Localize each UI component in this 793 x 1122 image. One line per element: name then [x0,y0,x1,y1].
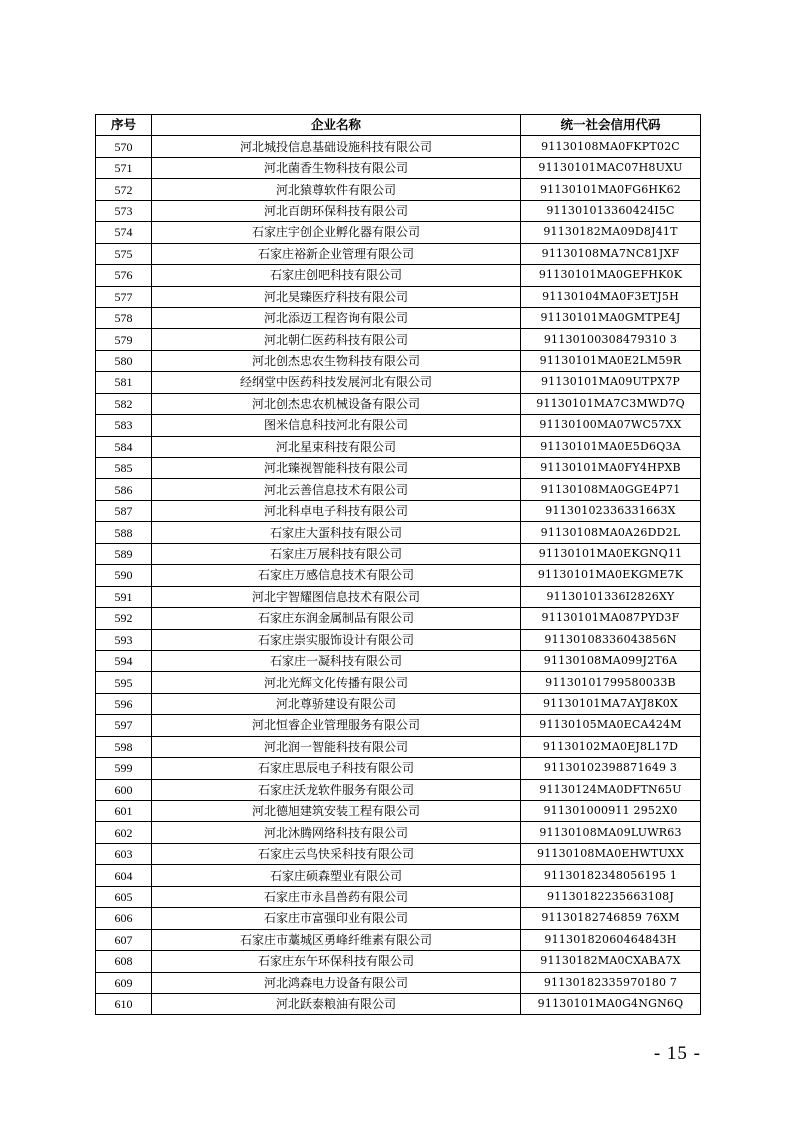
cell-seq: 571 [96,157,152,178]
cell-seq: 579 [96,329,152,350]
cell-credit-code: 91130101MA0EKGNQ11 [521,543,701,564]
cell-credit-code: 911301000911 2952X0 [521,801,701,822]
cell-company-name: 河北科卓电子科技有限公司 [152,500,521,521]
cell-credit-code: 91130101MA0GMTPE4J [521,307,701,328]
cell-credit-code: 91130182348056195 1 [521,865,701,886]
cell-credit-code: 91130104MA0F3ETJ5H [521,286,701,307]
cell-seq: 608 [96,951,152,972]
cell-seq: 587 [96,500,152,521]
cell-company-name: 河北鸿森电力设备有限公司 [152,972,521,993]
cell-company-name: 河北昊臻医疗科技有限公司 [152,286,521,307]
table-row [96,522,701,543]
cell-company-name: 河北创杰忠农机械设备有限公司 [152,393,521,414]
header-name: 企业名称 [152,115,521,136]
cell-company-name: 石家庄一凝科技有限公司 [152,650,521,671]
cell-company-name: 石家庄宇创企业孵化器有限公司 [152,222,521,243]
cell-credit-code: 91130101336I2826XY [521,586,701,607]
cell-credit-code: 91130182MA0CXABA7X [521,951,701,972]
cell-credit-code: 91130101MA0E2LM59R [521,350,701,371]
table-row [96,929,701,950]
cell-seq: 583 [96,415,152,436]
cell-credit-code: 91130182060464843H [521,929,701,950]
cell-company-name: 石家庄东润金属制品有限公司 [152,608,521,629]
cell-credit-code: 91130108MA0A26DD2L [521,522,701,543]
cell-company-name: 石家庄万感信息技术有限公司 [152,565,521,586]
cell-seq: 605 [96,886,152,907]
cell-seq: 577 [96,286,152,307]
table-row [96,372,701,393]
cell-seq: 578 [96,307,152,328]
cell-seq: 574 [96,222,152,243]
cell-seq: 599 [96,758,152,779]
cell-company-name: 河北恒睿企业管理服务有限公司 [152,715,521,736]
page-number: - 15 - [653,1043,701,1064]
cell-seq: 593 [96,629,152,650]
cell-company-name: 图米信息科技河北有限公司 [152,415,521,436]
table-row [96,329,701,350]
cell-company-name: 石家庄市富强印业有限公司 [152,908,521,929]
cell-credit-code: 91130101MA09UTPX7P [521,372,701,393]
cell-credit-code: 91130108MA7NC81JXF [521,243,701,264]
table-row [96,200,701,221]
cell-seq: 591 [96,586,152,607]
cell-company-name: 河北臻视智能科技有限公司 [152,458,521,479]
table-row [96,286,701,307]
cell-company-name: 经纲堂中医药科技发展河北有限公司 [152,372,521,393]
cell-credit-code: 91130108MA0FKPT02C [521,136,701,157]
cell-credit-code: 91130108MA0GGE4P71 [521,479,701,500]
cell-company-name: 河北光辉文化传播有限公司 [152,672,521,693]
cell-credit-code: 91130101MAC07H8UXU [521,157,701,178]
cell-company-name: 河北宇智耀图信息技术有限公司 [152,586,521,607]
cell-company-name: 河北尊骄建设有限公司 [152,693,521,714]
table-row [96,415,701,436]
table-row [96,886,701,907]
cell-seq: 610 [96,993,152,1014]
table-row [96,565,701,586]
cell-seq: 576 [96,265,152,286]
cell-credit-code: 91130102398871649 3 [521,758,701,779]
cell-seq: 607 [96,929,152,950]
cell-credit-code: 91130108MA0EHWTUXX [521,843,701,864]
cell-seq: 594 [96,650,152,671]
cell-credit-code: 91130108MA099J2T6A [521,650,701,671]
cell-seq: 604 [96,865,152,886]
cell-credit-code: 911301013360424I5C [521,200,701,221]
table-row [96,479,701,500]
cell-credit-code: 91130108MA09LUWR63 [521,822,701,843]
table-row [96,779,701,800]
cell-seq: 575 [96,243,152,264]
table-row [96,393,701,414]
cell-company-name: 河北跃泰粮油有限公司 [152,993,521,1014]
cell-company-name: 河北城投信息基础设施科技有限公司 [152,136,521,157]
table-row [96,650,701,671]
cell-seq: 600 [96,779,152,800]
cell-seq: 581 [96,372,152,393]
table-row [96,608,701,629]
cell-seq: 585 [96,458,152,479]
table-row [96,801,701,822]
cell-credit-code: 91130124MA0DFTN65U [521,779,701,800]
cell-seq: 589 [96,543,152,564]
enterprise-table [95,114,701,1015]
cell-seq: 601 [96,801,152,822]
cell-credit-code: 91130100308479310 3 [521,329,701,350]
cell-credit-code: 91130101MA7AYJ8K0X [521,693,701,714]
table-row [96,436,701,457]
cell-company-name: 河北添迈工程咨询有限公司 [152,307,521,328]
cell-company-name: 石家庄创吧科技有限公司 [152,265,521,286]
cell-company-name: 石家庄市藁城区勇峰纤维素有限公司 [152,929,521,950]
cell-credit-code: 91130101MA0FG6HK62 [521,179,701,200]
table-row [96,672,701,693]
cell-seq: 598 [96,736,152,757]
table-row [96,265,701,286]
cell-company-name: 河北猿尊软件有限公司 [152,179,521,200]
cell-company-name: 石家庄大蛋科技有限公司 [152,522,521,543]
table-row [96,693,701,714]
cell-seq: 603 [96,843,152,864]
table-row [96,458,701,479]
table-row [96,822,701,843]
cell-seq: 595 [96,672,152,693]
cell-company-name: 河北菌香生物科技有限公司 [152,157,521,178]
cell-company-name: 河北百朗环保科技有限公司 [152,200,521,221]
cell-credit-code: 91130182746859 76XM [521,908,701,929]
cell-credit-code: 91130182235663108J [521,886,701,907]
header-code: 统一社会信用代码 [521,115,701,136]
cell-credit-code: 91130101799580033B [521,672,701,693]
cell-company-name: 河北创杰忠农生物科技有限公司 [152,350,521,371]
table-row [96,843,701,864]
cell-credit-code: 91130101MA7C3MWD7Q [521,393,701,414]
table-row [96,222,701,243]
table-row [96,736,701,757]
table-row [96,972,701,993]
table-row [96,350,701,371]
table-row [96,865,701,886]
cell-company-name: 石家庄市永昌兽药有限公司 [152,886,521,907]
cell-seq: 592 [96,608,152,629]
cell-company-name: 石家庄万展科技有限公司 [152,543,521,564]
cell-company-name: 石家庄硕森塑业有限公司 [152,865,521,886]
table-row [96,586,701,607]
cell-seq: 588 [96,522,152,543]
table-row [96,758,701,779]
cell-seq: 596 [96,693,152,714]
cell-company-name: 石家庄云鸟快采科技有限公司 [152,843,521,864]
cell-credit-code: 91130105MA0ECA424M [521,715,701,736]
cell-credit-code: 91130101MA0GEFHK0K [521,265,701,286]
table-row [96,307,701,328]
table-row [96,543,701,564]
cell-company-name: 石家庄裕新企业管理有限公司 [152,243,521,264]
cell-seq: 580 [96,350,152,371]
table-header-row [96,115,701,136]
table-row [96,993,701,1014]
cell-credit-code: 91130182335970180 7 [521,972,701,993]
cell-seq: 572 [96,179,152,200]
table-row [96,243,701,264]
cell-seq: 570 [96,136,152,157]
table-row [96,179,701,200]
cell-company-name: 河北德旭建筑安装工程有限公司 [152,801,521,822]
table-body [96,136,701,1015]
cell-seq: 584 [96,436,152,457]
cell-company-name: 石家庄思辰电子科技有限公司 [152,758,521,779]
cell-company-name: 河北润一智能科技有限公司 [152,736,521,757]
cell-seq: 590 [96,565,152,586]
cell-seq: 597 [96,715,152,736]
cell-credit-code: 91130108336043856N [521,629,701,650]
cell-company-name: 石家庄崇实服饰设计有限公司 [152,629,521,650]
cell-company-name: 石家庄沃龙软件服务有限公司 [152,779,521,800]
cell-seq: 609 [96,972,152,993]
table-row [96,951,701,972]
cell-seq: 602 [96,822,152,843]
cell-credit-code: 91130101MA0E5D6Q3A [521,436,701,457]
cell-company-name: 河北朝仁医药科技有限公司 [152,329,521,350]
cell-credit-code: 91130182MA09D8J41T [521,222,701,243]
cell-company-name: 河北星束科技有限公司 [152,436,521,457]
cell-credit-code: 91130101MA087PYD3F [521,608,701,629]
cell-company-name: 石家庄东午环保科技有限公司 [152,951,521,972]
table-row [96,136,701,157]
cell-seq: 606 [96,908,152,929]
table-row [96,908,701,929]
table-row [96,500,701,521]
cell-credit-code: 91130101MA0EKGME7K [521,565,701,586]
cell-seq: 582 [96,393,152,414]
cell-credit-code: 91130101MA0FY4HPXB [521,458,701,479]
cell-company-name: 河北云善信息技术有限公司 [152,479,521,500]
cell-credit-code: 91130102MA0EJ8L17D [521,736,701,757]
header-seq: 序号 [96,115,152,136]
cell-credit-code: 91130101MA0G4NGN6Q [521,993,701,1014]
cell-seq: 573 [96,200,152,221]
table-row [96,715,701,736]
cell-credit-code: 91130102336331663X [521,500,701,521]
cell-credit-code: 91130100MA07WC57XX [521,415,701,436]
table-row [96,629,701,650]
table-row [96,157,701,178]
cell-seq: 586 [96,479,152,500]
cell-company-name: 河北沐腾网络科技有限公司 [152,822,521,843]
